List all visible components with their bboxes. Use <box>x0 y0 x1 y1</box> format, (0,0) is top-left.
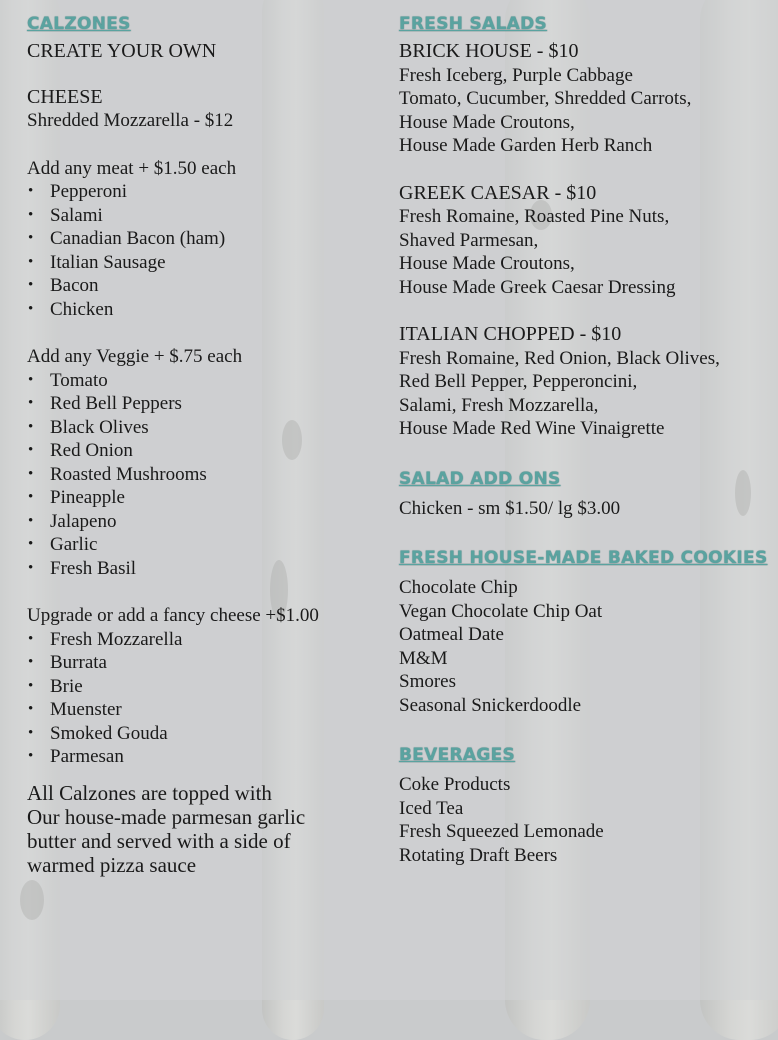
salad-name: GREEK CAESAR - $10 <box>399 181 597 204</box>
salad-description: House Made Croutons, <box>399 253 575 274</box>
meat-list <box>27 180 372 321</box>
meat-heading: Add any meat + $1.50 each <box>27 157 237 179</box>
salad-description: Tomato, Cucumber, Shredded Carrots, <box>399 88 692 109</box>
beverage-list <box>399 773 769 867</box>
list-item: • Bacon <box>27 274 372 298</box>
list-item: M&M <box>399 647 448 669</box>
list-item: Fresh Squeezed Lemonade <box>399 821 604 842</box>
list-item: • Chicken <box>27 298 372 322</box>
list-item: • Salami <box>27 204 372 228</box>
calzones-title: CALZONES <box>27 14 131 34</box>
list-item: Chocolate Chip <box>399 577 518 598</box>
create-your-own-heading: CREATE YOUR OWN <box>27 40 217 62</box>
salads-title: FRESH SALADS <box>399 14 548 34</box>
beverages-title: BEVERAGES <box>399 745 516 765</box>
note-line: butter and served with a side of <box>27 828 291 853</box>
list-item: Coke Products <box>399 774 511 795</box>
salad-description: Fresh Romaine, Roasted Pine Nuts, <box>399 206 670 227</box>
veggie-heading: Add any Veggie + $.75 each <box>27 346 243 367</box>
note-line: All Calzones are topped with <box>27 780 272 805</box>
cheese-upgrade-heading: Upgrade or add a fancy cheese +$1.00 <box>27 605 319 626</box>
cookie-list <box>399 576 769 717</box>
list-item: • Brie <box>27 675 372 699</box>
list-item: Rotating Draft Beers <box>399 844 558 866</box>
salad-description: House Made Croutons, <box>399 111 575 133</box>
list-item: • Burrata <box>27 651 372 675</box>
list-item: • Italian Sausage <box>27 251 372 275</box>
salad-description: House Made Red Wine Vinaigrette <box>399 418 665 439</box>
list-item: • Smoked Gouda <box>27 722 372 746</box>
list-item: • Pineapple <box>27 486 372 510</box>
list-item: Iced Tea <box>399 797 464 819</box>
list-item: Seasonal Snickerdoodle <box>399 694 582 716</box>
calzone-note <box>27 781 372 877</box>
list-item: • Parmesan <box>27 745 372 769</box>
cheese-list <box>27 628 372 769</box>
veggie-list <box>27 369 372 581</box>
list-item: • Garlic <box>27 533 372 557</box>
list-item: • Roasted Mushrooms <box>27 463 372 487</box>
list-item: • Muenster <box>27 698 372 722</box>
list-item: • Jalapeno <box>27 510 372 534</box>
salad-description: Red Bell Pepper, Pepperoncini, <box>399 371 638 392</box>
calzones-column <box>27 0 372 877</box>
addons-title: SALAD ADD ONS <box>399 468 561 489</box>
salad-description: Fresh Romaine, Red Onion, Black Olives, <box>399 347 720 369</box>
salad-item <box>399 323 769 441</box>
list-item: • Red Bell Peppers <box>27 392 372 416</box>
list-item: Smores <box>399 671 456 692</box>
cheese-heading: CHEESE <box>27 85 103 108</box>
addon-chicken: Chicken - sm $1.50/ lg $3.00 <box>399 497 621 519</box>
salad-description: House Made Greek Caesar Dressing <box>399 276 676 298</box>
right-column <box>399 0 769 867</box>
note-line: warmed pizza sauce <box>27 852 197 877</box>
salad-description: Salami, Fresh Mozzarella, <box>399 394 599 416</box>
list-item: • Fresh Basil <box>27 557 372 581</box>
list-item: Oatmeal Date <box>399 624 504 645</box>
salad-description: Shaved Parmesan, <box>399 229 539 251</box>
salad-name: BRICK HOUSE - $10 <box>399 40 579 62</box>
list-item: • Black Olives <box>27 416 372 440</box>
list-item: • Red Onion <box>27 439 372 463</box>
salad-item <box>399 182 769 300</box>
salad-name: ITALIAN CHOPPED - $10 <box>399 323 622 345</box>
salad-item <box>399 40 769 158</box>
list-item: Vegan Chocolate Chip Oat <box>399 600 603 622</box>
salad-description: House Made Garden Herb Ranch <box>399 135 653 156</box>
salad-description: Fresh Iceberg, Purple Cabbage <box>399 64 633 86</box>
list-item: • Tomato <box>27 369 372 393</box>
cookies-title: FRESH HOUSE-MADE BAKED COOKIES <box>399 548 768 568</box>
note-line: Our house-made parmesan garlic <box>27 804 306 829</box>
list-item: • Fresh Mozzarella <box>27 628 372 652</box>
cheese-price: Shredded Mozzarella - $12 <box>27 110 234 131</box>
list-item: • Canadian Bacon (ham) <box>27 227 372 251</box>
list-item: • Pepperoni <box>27 180 372 204</box>
